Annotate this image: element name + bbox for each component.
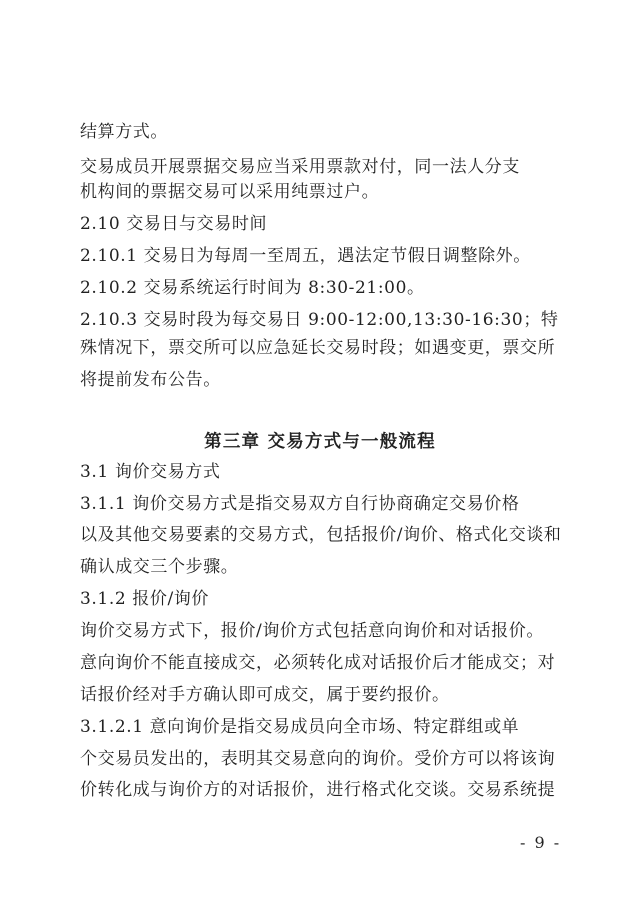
text-line: 意向询价不能直接成交，必须转化成对话报价后才能成交；对	[80, 653, 556, 673]
text-line: 3.1.2.1 意向询价是指交易成员向全市场、特定群组或单	[80, 717, 520, 737]
text-line: 确认成交三个步骤。	[80, 557, 239, 577]
text-line: 价转化成与询价方的对话报价，进行格式化交谈。交易系统提	[80, 780, 556, 800]
chapter-heading: 第三章 交易方式与一般流程	[204, 432, 436, 452]
text-line: 话报价经对手方确认即可成交，属于要约报价。	[80, 685, 450, 705]
text-line: 以及其他交易要素的交易方式，包括报价/询价、格式化交谈和	[80, 525, 562, 545]
text-line: 将提前发布公告。	[80, 370, 221, 390]
text-line: 3.1 询价交易方式	[80, 462, 221, 482]
text-line: 2.10.1 交易日为每周一至周五，遇法定节假日调整除外。	[80, 246, 531, 266]
page-number: - 9 -	[520, 833, 562, 852]
text-line: 3.1.1 询价交易方式是指交易双方自行协商确定交易价格	[80, 494, 520, 514]
text-line: 2.10.2 交易系统运行时间为 8:30-21:00。	[80, 278, 425, 298]
text-line: 3.1.2 报价/询价	[80, 589, 209, 609]
text-line: 询价交易方式下，报价/询价方式包括意向询价和对话报价。	[80, 621, 544, 641]
text-line: 2.10.3 交易时段为每交易日 9:00-12:00,13:30-16:30；特	[80, 310, 559, 330]
text-line: 殊情况下，票交所可以应急延长交易时段；如遇变更，票交所	[80, 338, 556, 358]
text-line: 交易成员开展票据交易应当采用票款对付，同一法人分支	[80, 157, 520, 177]
text-line: 机构间的票据交易可以采用纯票过户。	[80, 182, 380, 202]
text-line: 2.10 交易日与交易时间	[80, 214, 268, 234]
text-line: 结算方式。	[80, 122, 168, 142]
text-line: 个交易员发出的，表明其交易意向的询价。受价方可以将该询	[80, 749, 556, 769]
